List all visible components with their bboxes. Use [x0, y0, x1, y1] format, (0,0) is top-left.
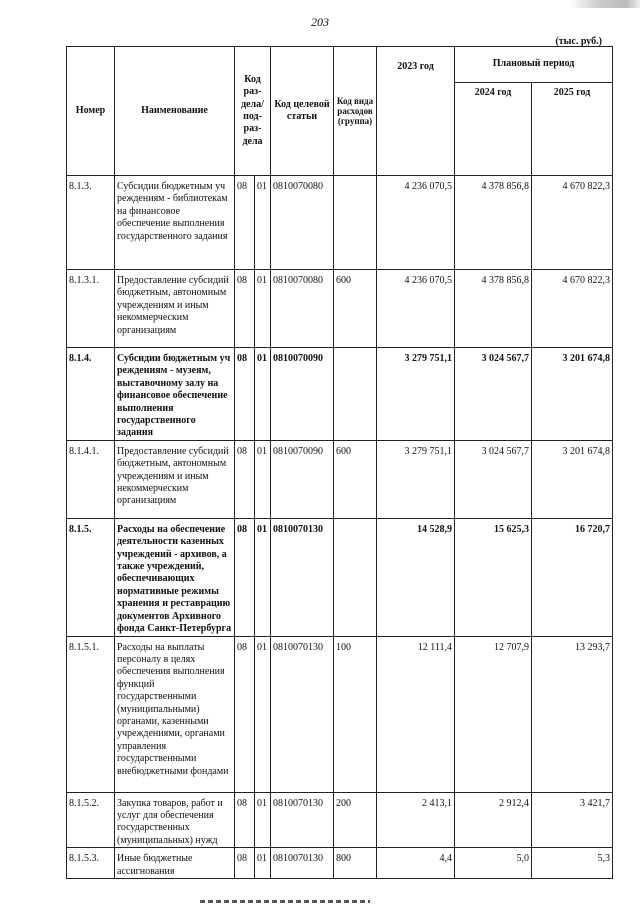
row-number: 8.1.5.2. [67, 792, 115, 848]
row-value-2024: 4 378 856,8 [455, 270, 532, 348]
row-target-code: 0810070130 [271, 636, 334, 792]
page-number: 203 [311, 15, 329, 29]
row-section: 08 [235, 348, 255, 441]
row-target-code: 0810070090 [271, 348, 334, 441]
row-section: 08 [235, 636, 255, 792]
row-subsection: 01 [255, 792, 271, 848]
row-value-2025: 13 293,7 [532, 636, 613, 792]
row-target-code: 0810070130 [271, 518, 334, 636]
row-expense-type: 200 [334, 792, 377, 848]
row-section: 08 [235, 440, 255, 518]
row-value-2023: 3 279 751,1 [377, 348, 455, 441]
row-subsection: 01 [255, 176, 271, 270]
row-section: 08 [235, 518, 255, 636]
row-name: Субсидии бюджетным уч реждениям - музеям, выставочному залу на финансовое обеспечение выполнения государственного задания [115, 348, 235, 441]
row-subsection: 01 [255, 440, 271, 518]
corner-mark [570, 0, 640, 8]
header-year-2024: 2024 год [455, 82, 532, 175]
row-subsection: 01 [255, 270, 271, 348]
row-value-2024: 12 707,9 [455, 636, 532, 792]
row-value-2023: 2 413,1 [377, 792, 455, 848]
table-row [67, 792, 613, 848]
row-value-2024: 15 625,3 [455, 518, 532, 636]
row-expense-type [334, 518, 377, 636]
row-number: 8.1.4. [67, 348, 115, 441]
row-name: Иные бюджетные ассигнования [115, 848, 235, 879]
row-expense-type [334, 348, 377, 441]
row-number: 8.1.3. [67, 176, 115, 270]
header-planning-period: Плановый период [455, 47, 613, 83]
row-value-2024: 5,0 [455, 848, 532, 879]
row-value-2024: 3 024 567,7 [455, 440, 532, 518]
row-value-2025: 3 201 674,8 [532, 440, 613, 518]
row-subsection: 01 [255, 518, 271, 636]
bottom-rule [200, 900, 370, 903]
row-expense-type [334, 176, 377, 270]
row-section: 08 [235, 792, 255, 848]
row-subsection: 01 [255, 848, 271, 879]
row-value-2024: 4 378 856,8 [455, 176, 532, 270]
row-name: Предоставление субсидий бюджетным, автономным учреждениям и иным некоммерческим организациям [115, 440, 235, 518]
row-value-2025: 3 421,7 [532, 792, 613, 848]
unit-note: (тыс. руб.) [555, 36, 602, 47]
row-subsection: 01 [255, 348, 271, 441]
row-section: 08 [235, 176, 255, 270]
header-year-2023: 2023 год [377, 47, 455, 176]
table-row [67, 176, 613, 270]
row-value-2023: 4 236 070,5 [377, 270, 455, 348]
row-value-2023: 12 111,4 [377, 636, 455, 792]
row-target-code: 0810070090 [271, 440, 334, 518]
row-name: Расходы на выплаты персоналу в целях обеспечения выполнения функций государственными (муниципальными) органами, казенными учреждениями, органами управления государственными внебюджетными фондами [115, 636, 235, 792]
row-value-2023: 14 528,9 [377, 518, 455, 636]
row-value-2025: 4 670 822,3 [532, 176, 613, 270]
row-value-2023: 4,4 [377, 848, 455, 879]
header-expense-type-code: Код вида расходов (группа) [334, 47, 377, 176]
row-number: 8.1.3.1. [67, 270, 115, 348]
row-target-code: 0810070080 [271, 176, 334, 270]
row-section: 08 [235, 848, 255, 879]
table-row [67, 440, 613, 518]
table-row [67, 518, 613, 636]
row-value-2025: 16 720,7 [532, 518, 613, 636]
header-target-code: Код целевой статьи [271, 47, 334, 176]
row-name: Субсидии бюджетным уч реждениям - библиотекам на финансовое обеспечение выполнения государственного задания [115, 176, 235, 270]
row-number: 8.1.5.1. [67, 636, 115, 792]
header-number: Номер [67, 47, 115, 176]
row-value-2023: 3 279 751,1 [377, 440, 455, 518]
row-expense-type: 600 [334, 440, 377, 518]
table-row [67, 848, 613, 879]
header-name: Наименование [115, 47, 235, 176]
budget-table [66, 46, 613, 879]
row-number: 8.1.5. [67, 518, 115, 636]
row-number: 8.1.4.1. [67, 440, 115, 518]
row-expense-type: 600 [334, 270, 377, 348]
row-value-2024: 2 912,4 [455, 792, 532, 848]
row-name: Закупка товаров, работ и услуг для обеспечения государственных (муниципальных) нужд [115, 792, 235, 848]
row-value-2025: 5,3 [532, 848, 613, 879]
row-subsection: 01 [255, 636, 271, 792]
row-value-2025: 3 201 674,8 [532, 348, 613, 441]
table-row [67, 270, 613, 348]
row-name: Предоставление субсидий бюджетным, автономным учреждениям и иным некоммерческим организациям [115, 270, 235, 348]
header-section-code: Код раз-дела/ под-раз-дела [235, 47, 271, 176]
row-target-code: 0810070130 [271, 848, 334, 879]
row-expense-type: 800 [334, 848, 377, 879]
row-target-code: 0810070130 [271, 792, 334, 848]
row-value-2025: 4 670 822,3 [532, 270, 613, 348]
row-target-code: 0810070080 [271, 270, 334, 348]
row-number: 8.1.5.3. [67, 848, 115, 879]
row-expense-type: 100 [334, 636, 377, 792]
table-row [67, 348, 613, 441]
row-name: Расходы на обеспечение деятельности казенных учреждений - архивов, а также учреждений, обеспечивающих нормативные режимы хранения и реставрацию документов Архивного фонда Санкт-Петербурга [115, 518, 235, 636]
row-value-2023: 4 236 070,5 [377, 176, 455, 270]
header-year-2025: 2025 год [532, 82, 613, 175]
row-section: 08 [235, 270, 255, 348]
row-value-2024: 3 024 567,7 [455, 348, 532, 441]
table-row [67, 636, 613, 792]
